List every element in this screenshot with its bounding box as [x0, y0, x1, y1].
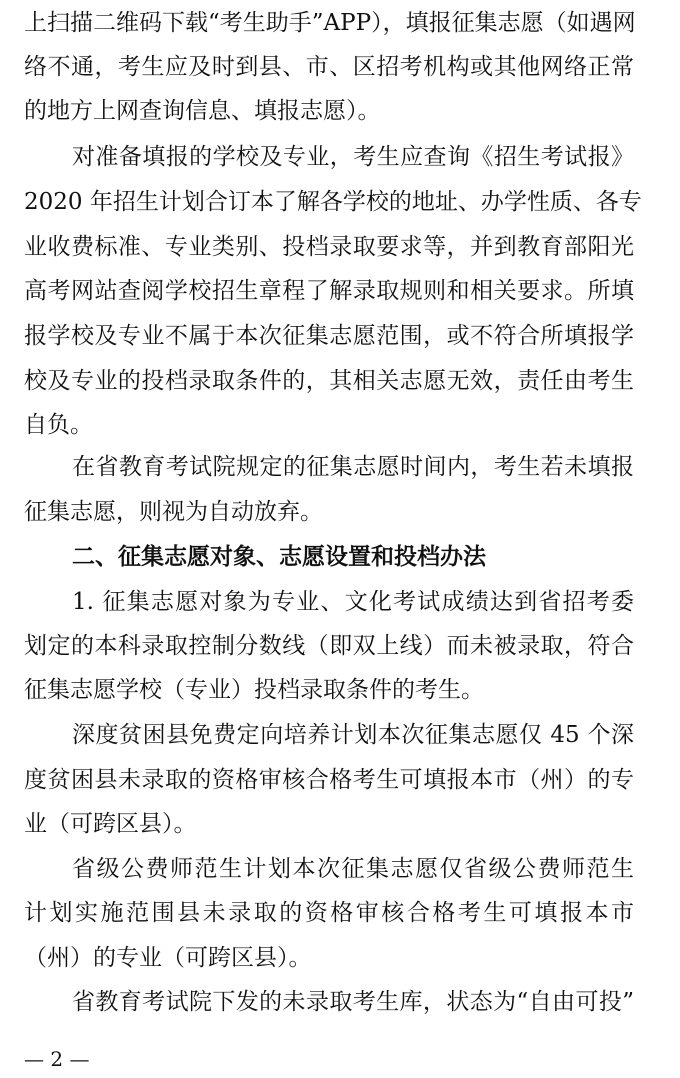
- text-line: 2020 年招生计划合订本了解各学校的地址、办学性质、各专: [24, 189, 642, 215]
- text-line: （州）的专业（可跨区县）。: [24, 945, 312, 971]
- text-line: 业收费标准、专业类别、投档录取要求等，并到教育部阳光: [24, 234, 634, 260]
- paragraph-start: 1. 征集志愿对象为专业、文化考试成绩达到省招考委: [72, 589, 634, 615]
- text-line: 计划实施范围县未录取的资格审核合格考生可填报本市: [24, 900, 634, 926]
- text-line: 校及专业的投档录取条件的，其相关志愿无效，责任由考生: [24, 368, 634, 394]
- text-line: 高考网站查阅学校招生章程了解录取规则和相关要求。所填: [24, 278, 634, 304]
- paragraph-start: 深度贫困县免费定向培养计划本次征集志愿仅 45 个深: [72, 722, 634, 748]
- text-line: 的地方上网查询信息、填报志愿）。: [24, 98, 381, 124]
- text-line: 度贫困县未录取的资格审核合格考生可填报本市（州）的专: [24, 767, 634, 793]
- page-number: — 2 —: [24, 1047, 90, 1071]
- text-line: 络不通，考生应及时到县、市、区招考机构或其他网络正常: [24, 54, 634, 80]
- paragraph-start: 省教育考试院下发的未录取考生库，状态为“自由可投”: [72, 989, 634, 1015]
- text-line: 上扫描二维码下载“考生助手”APP），填报征集志愿（如遇网: [24, 10, 636, 36]
- text-line: 划定的本科录取控制分数线（即双上线）而未被录取，符合: [24, 633, 634, 659]
- text-line: 报学校及专业不属于本次征集志愿范围，或不符合所填报学: [24, 323, 634, 349]
- text-line: 业（可跨区县）。: [24, 811, 197, 837]
- text-line: 自负。: [24, 412, 93, 438]
- section-heading: 二、征集志愿对象、志愿设置和投档办法: [72, 544, 486, 570]
- text-line: 征集志愿，则视为自动放弃。: [24, 499, 323, 525]
- paragraph-start: 省级公费师范生计划本次征集志愿仅省级公费师范生: [72, 856, 634, 882]
- paragraph-start: 在省教育考试院规定的征集志愿时间内，考生若未填报: [72, 454, 634, 480]
- text-line: 征集志愿学校（专业）投档录取条件的考生。: [24, 677, 484, 703]
- paragraph-start: 对准备填报的学校及专业，考生应查询《招生考试报》: [72, 144, 634, 170]
